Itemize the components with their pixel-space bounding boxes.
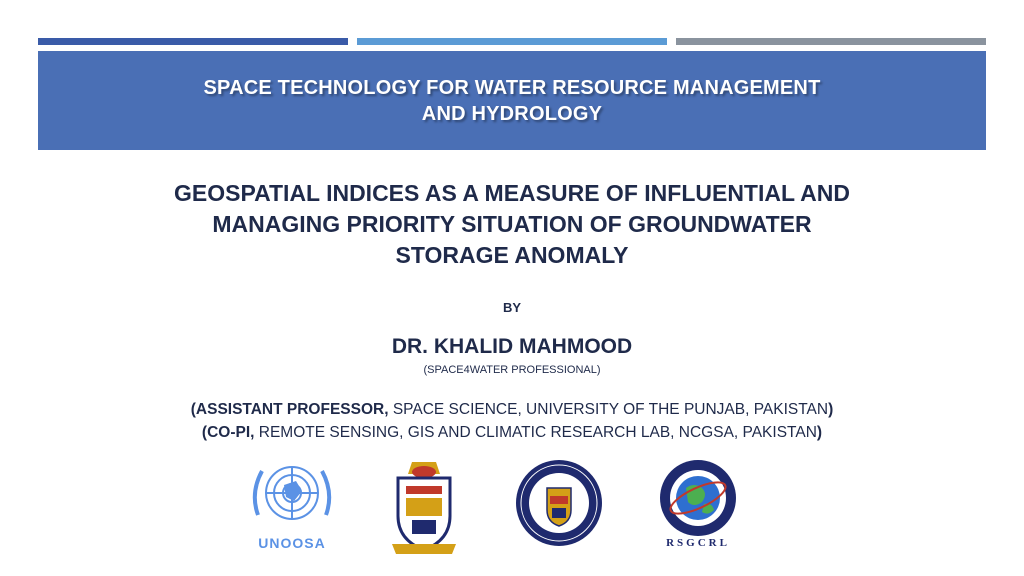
accent-bar-light-blue (357, 38, 667, 45)
unoosa-label: UNOOSA (258, 535, 326, 551)
title-line-1: SPACE TECHNOLOGY FOR WATER RESOURCE MANAGEMENT (203, 76, 821, 99)
presentation-subtitle (60, 178, 964, 271)
accent-bar-dark-blue (38, 38, 348, 45)
university-crest-icon (388, 458, 460, 558)
rsgcrl-label: RSGCRL (666, 537, 730, 549)
rsgcrl-globe-icon (658, 458, 738, 538)
space-science-seal-icon (514, 458, 604, 548)
affiliation-2 (0, 424, 1024, 442)
affiliation-1-open: ( (190, 401, 196, 418)
affiliation-1-close: ) (828, 401, 834, 418)
accent-bar-gray (676, 38, 986, 45)
subtitle-line-2: MANAGING PRIORITY SITUATION OF GROUNDWATER (212, 211, 812, 237)
affiliation-2-role: CO-PI, (207, 424, 255, 441)
subtitle-line-3: STORAGE ANOMALY (395, 242, 629, 268)
un-emblem-icon (248, 455, 336, 533)
author-role: (SPACE4WATER PROFESSIONAL) (423, 364, 601, 376)
affiliation-1-detail: SPACE SCIENCE, UNIVERSITY OF THE PUNJAB, PAKISTAN (388, 401, 829, 418)
subtitle-line-1: GEOSPATIAL INDICES AS A MEASURE OF INFLUENTIAL AND (174, 180, 850, 206)
title-banner (38, 51, 986, 150)
affiliation-2-detail: REMOTE SENSING, GIS AND CLIMATIC RESEARCH LAB, NCGSA, PAKISTAN (254, 424, 817, 441)
by-label: BY (502, 300, 522, 315)
affiliation-2-close: ) (816, 424, 823, 441)
affiliation-1 (0, 401, 1024, 419)
affiliation-2-open: ( (201, 424, 208, 441)
affiliation-1-role: ASSISTANT PROFESSOR, (195, 401, 389, 418)
author-name: DR. KHALID MAHMOOD (391, 335, 633, 358)
title-line-2: AND HYDROLOGY (421, 102, 603, 125)
